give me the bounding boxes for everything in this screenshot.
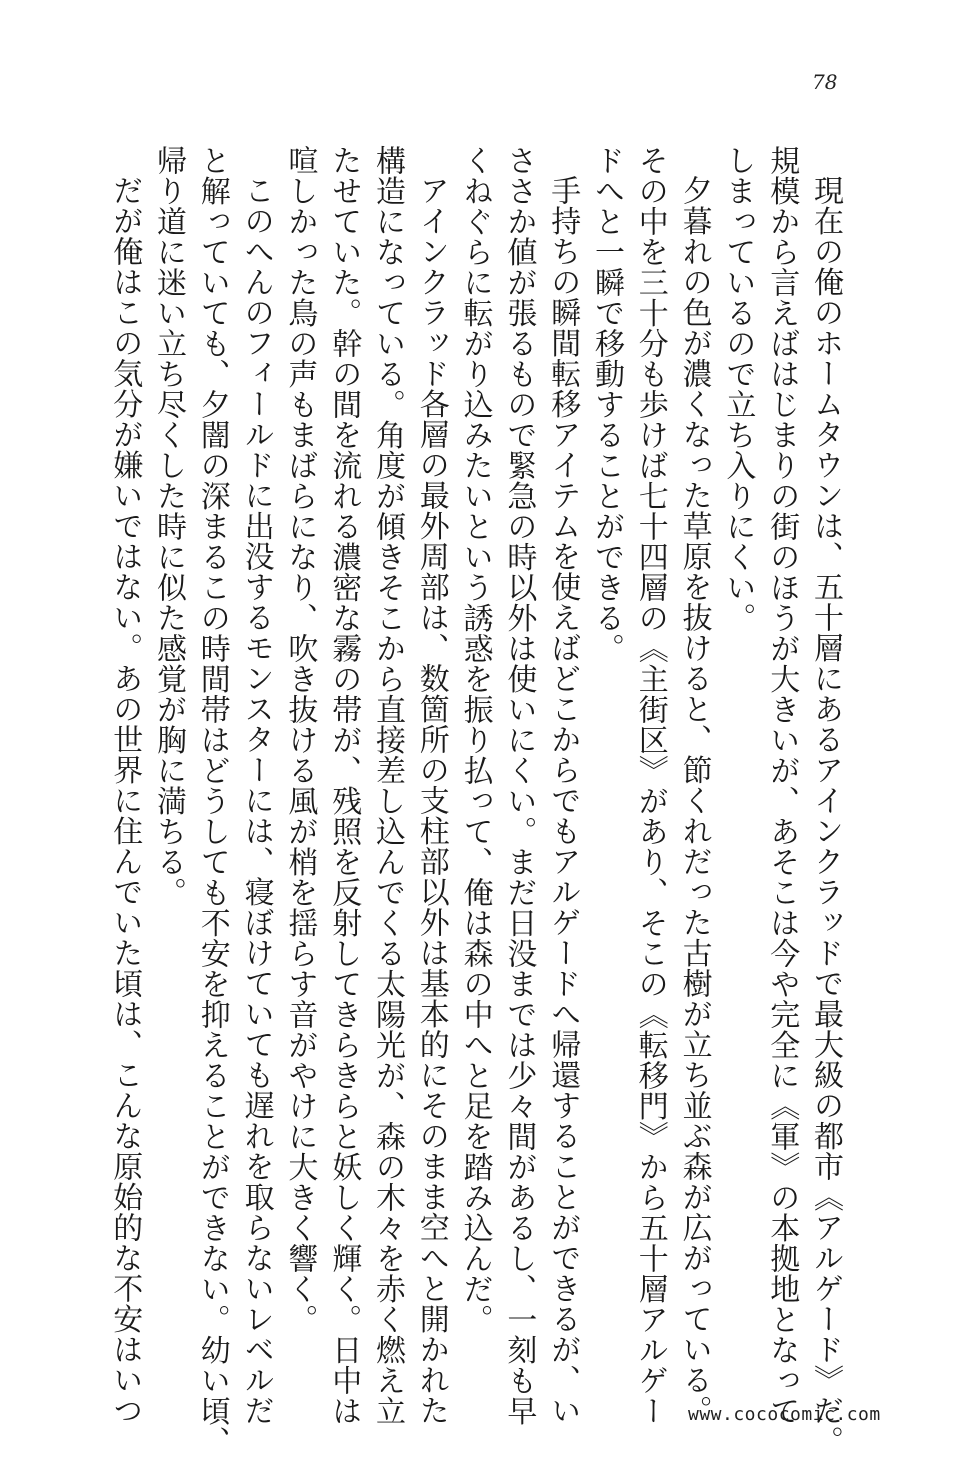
text-line: と解っていても、夕闇の深まるこの時間帯はどうしても不安を抑えることができない。幼い頃、 (194, 145, 230, 1457)
text-line: ドへと一瞬で移動することができる。 (589, 145, 624, 664)
text-line: アインクラッド各層の最外周部は、数箇所の支柱部以外は基本的にそのまま空へと開かれた (413, 175, 449, 1426)
text-line: 現在の俺のホームタウンは、五十層にあるアインクラッドで最大級の都市《アルゲード》だ。 (808, 175, 843, 1456)
text-line: たせていた。幹の間を流れる濃密な霧の帯が、残照を反射してきらきらと妖しく輝く。日中は (326, 145, 362, 1426)
page-number: 78 (812, 70, 838, 94)
text-line: その中を三十分も歩けば七十四層の《主街区》があり、そこの《転移門》から五十層アルゲー (632, 145, 668, 1426)
watermark: www.cococomic.com (688, 1404, 881, 1425)
text-line: ささか値が張るもので緊急の時以外は使いにくい。まだ日没までは少々間があるし、一刻も早 (501, 145, 537, 1426)
text-line: 夕暮れの色が濃くなった草原を抜けると、節くれだった古樹が立ち並ぶ森が広がっている。 (676, 175, 712, 1426)
text-line: 構造になっている。角度が傾きそこから直接差し込んでくる太陽光が、森の木々を赤く燃え立 (370, 145, 405, 1426)
text-line: だが俺はこの気分が嫌いではない。あの世界に住んでいた頃は、こんな原始的な不安はいつ (107, 175, 143, 1426)
text-line: くねぐらに転がり込みたいという誘惑を振り払って、俺は森の中へと足を踏み込んだ。 (457, 145, 493, 1335)
text-line: 手持ちの瞬間転移アイテムを使えばどこからでもアルゲードへ帰還することができるが、い (545, 175, 581, 1426)
text-line: 喧しかった鳥の声もまばらになり、吹き抜ける風が梢を揺らす音がやけに大きく響く。 (282, 145, 318, 1335)
text-line: 規模から言えばはじまりの街のほうが大きいが、あそこは今や完全に《軍》の本拠地となって (764, 145, 800, 1426)
text-line: 帰り道に迷い立ち尽くした時に似た感覚が胸に満ちる。 (151, 145, 186, 908)
text-line: このへんのフィールドに出没するモンスターには、寝ぼけていても遅れを取らないレベルだ (238, 175, 274, 1426)
text-line: しまっているので立ち入りにくい。 (720, 145, 756, 633)
